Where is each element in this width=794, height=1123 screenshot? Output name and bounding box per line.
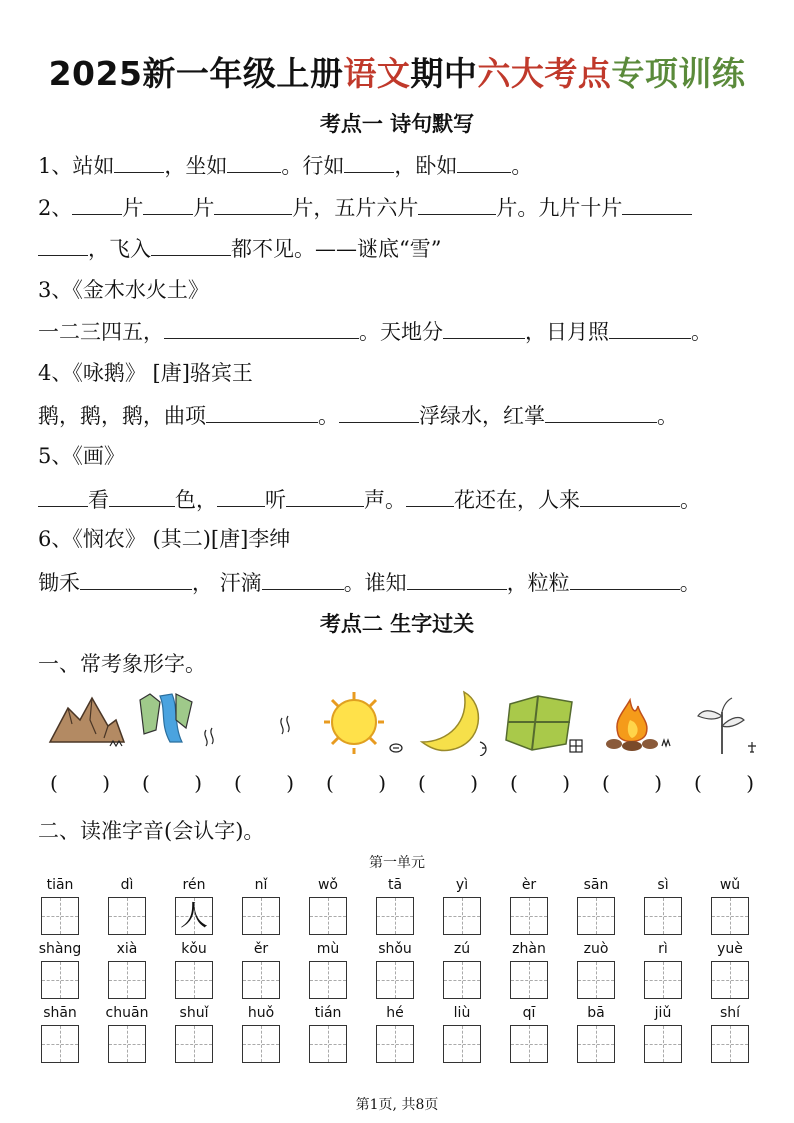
pinyin-label: ěr <box>253 941 269 957</box>
q4b-text-d: 。 <box>657 404 678 428</box>
page-footer: 第1页, 共8页 <box>355 1097 439 1113</box>
answer-blank[interactable] <box>227 152 281 173</box>
answer-blank[interactable] <box>545 402 657 423</box>
answer-parentheses[interactable]: ( ) <box>602 771 662 795</box>
pinyin-label: yì <box>455 877 469 893</box>
q6b-text-a: 锄禾 <box>38 571 80 595</box>
subsection-pronunciation: 二、读准字音(会认字)。 <box>38 819 265 843</box>
question-3: 3、《金木水火土》 <box>38 278 209 302</box>
q1-text-e: 。 <box>511 154 533 178</box>
character-cell <box>641 940 685 999</box>
writing-box[interactable] <box>443 897 481 935</box>
writing-box[interactable] <box>108 1025 146 1063</box>
pinyin-label: zuò <box>583 941 609 957</box>
q3b-text-c: ，日月照 <box>525 320 609 344</box>
answer-blank[interactable] <box>206 402 318 423</box>
answer-blank[interactable] <box>418 194 496 215</box>
pinyin-label: nǐ <box>254 877 268 893</box>
character-cell <box>306 940 350 999</box>
pinyin-label: èr <box>521 877 537 893</box>
pinyin-label: tā <box>387 877 403 893</box>
writing-box[interactable] <box>644 897 682 935</box>
pinyin-label: yuè <box>717 941 743 957</box>
moon-icon <box>412 690 502 756</box>
q5b-text-f: 。 <box>680 488 701 512</box>
pinyin-label: tián <box>314 1005 342 1021</box>
answer-blank[interactable] <box>114 152 164 173</box>
q2-text-a: 2、 <box>38 196 73 220</box>
pinyin-label: jiǔ <box>654 1005 672 1021</box>
writing-box[interactable] <box>175 897 213 935</box>
pinyin-label: huǒ <box>247 1005 275 1021</box>
writing-box[interactable] <box>242 961 280 999</box>
character-cell <box>440 940 484 999</box>
writing-box[interactable] <box>510 961 548 999</box>
character-cell <box>306 1004 350 1063</box>
character-cell <box>708 1004 752 1063</box>
writing-box[interactable] <box>175 961 213 999</box>
answer-parentheses[interactable]: ( ) <box>326 771 386 795</box>
question-3-line <box>38 318 712 346</box>
character-cell <box>172 1004 216 1063</box>
writing-box[interactable] <box>41 1025 79 1063</box>
character-cell <box>38 940 82 999</box>
unit-title: 第一单元 <box>369 855 425 871</box>
answer-parentheses[interactable]: ( ) <box>142 771 202 795</box>
writing-box[interactable] <box>108 897 146 935</box>
writing-box[interactable] <box>711 897 749 935</box>
answer-blank[interactable] <box>286 486 364 507</box>
q3b-text-d: 。 <box>691 320 712 344</box>
q1-text-a: 1、站如 <box>38 154 115 178</box>
writing-box[interactable] <box>41 897 79 935</box>
character-cell <box>306 876 350 935</box>
title-part-2: 语文 <box>343 54 411 93</box>
writing-box[interactable] <box>443 1025 481 1063</box>
answer-blank[interactable] <box>80 569 192 590</box>
answer-parentheses[interactable]: ( ) <box>510 771 570 795</box>
q4b-text-b: 。 <box>318 404 339 428</box>
character-cell <box>239 876 283 935</box>
q6b-text-d: ，粒粒 <box>506 571 570 595</box>
title-part-3: 期中 <box>410 54 478 93</box>
answer-blank[interactable] <box>406 486 454 507</box>
question-6-line <box>38 569 701 597</box>
q2-text-b: 片 <box>122 196 144 220</box>
writing-box[interactable] <box>175 1025 213 1063</box>
title-part-1: 2025新一年级上册 <box>48 54 344 93</box>
pinyin-label: xià <box>116 941 138 957</box>
character-cell <box>641 1004 685 1063</box>
character-cell <box>105 876 149 935</box>
answer-blank[interactable] <box>143 194 193 215</box>
character-cell <box>373 876 417 935</box>
answer-blank[interactable] <box>622 194 692 215</box>
character-cell <box>574 876 618 935</box>
pinyin-label: tiān <box>46 877 74 893</box>
sun-icon <box>320 690 410 756</box>
title-part-5: 专项训练 <box>611 54 746 93</box>
page-title <box>0 48 794 95</box>
answer-blank[interactable] <box>580 486 680 507</box>
q6b-text-b: ， 汗滴 <box>192 571 262 595</box>
writing-box[interactable] <box>41 961 79 999</box>
pinyin-label: shǒu <box>378 941 412 957</box>
pinyin-label: wǒ <box>317 877 338 893</box>
q4b-text-c: 浮绿水，红掌 <box>419 404 545 428</box>
q1-text-c: 。行如 <box>281 154 345 178</box>
character-cell <box>641 876 685 935</box>
pinyin-label: sì <box>657 877 669 893</box>
q2-text-e: 片。九片十片 <box>496 196 623 220</box>
rain-icon <box>272 690 302 750</box>
q5b-text-b: 色， <box>175 488 217 512</box>
character-cell <box>172 876 216 935</box>
title-part-4: 六大考点 <box>477 54 612 93</box>
character-cell <box>708 876 752 935</box>
writing-box[interactable] <box>108 961 146 999</box>
q5b-text-e: 花还在，人来 <box>454 488 580 512</box>
pinyin-label: rì <box>658 941 668 957</box>
character-cell <box>440 876 484 935</box>
writing-box[interactable] <box>510 897 548 935</box>
pinyin-label: qī <box>522 1005 536 1021</box>
writing-box[interactable] <box>309 961 347 999</box>
answer-blank[interactable] <box>217 486 265 507</box>
answer-parentheses[interactable]: ( ) <box>418 771 478 795</box>
pinyin-label: hé <box>386 1005 404 1021</box>
pinyin-label: zú <box>453 941 471 957</box>
pinyin-label: wǔ <box>719 877 741 893</box>
writing-box[interactable] <box>376 1025 414 1063</box>
answer-blank[interactable] <box>344 152 394 173</box>
question-2 <box>38 194 692 222</box>
writing-box[interactable] <box>309 897 347 935</box>
plant-icon <box>694 690 764 756</box>
writing-box[interactable] <box>242 897 280 935</box>
question-1 <box>38 152 532 180</box>
answer-blank[interactable] <box>38 235 88 256</box>
pinyin-label: bā <box>587 1005 605 1021</box>
q2-text-d: 片，五片六片 <box>292 196 419 220</box>
answer-parentheses[interactable]: ( ) <box>694 771 754 795</box>
writing-box[interactable] <box>376 897 414 935</box>
answer-blank[interactable] <box>407 569 507 590</box>
character-text: 人 <box>179 899 208 932</box>
pinyin-label: shān <box>43 1005 77 1021</box>
question-2-cont <box>38 235 441 263</box>
answer-blank[interactable] <box>164 318 359 339</box>
q3b-text-a: 一二三四五， <box>38 320 164 344</box>
fire-icon <box>600 690 680 756</box>
answer-blank[interactable] <box>609 318 691 339</box>
character-cell <box>172 940 216 999</box>
pictograph-row <box>40 690 760 760</box>
answer-blank[interactable] <box>38 486 88 507</box>
q5b-text-d: 声。 <box>364 488 406 512</box>
q2b-text-b: 都不见。——谜底“雪” <box>231 237 442 261</box>
answer-blank[interactable] <box>72 194 122 215</box>
answer-blank[interactable] <box>262 569 344 590</box>
answer-blank[interactable] <box>443 318 525 339</box>
character-cell <box>38 876 82 935</box>
pinyin-label: shàng <box>38 941 82 957</box>
pinyin-label: liù <box>453 1005 471 1021</box>
q2b-text-a: ，飞入 <box>88 237 151 261</box>
writing-box[interactable] <box>577 961 615 999</box>
character-cell <box>574 1004 618 1063</box>
writing-box[interactable] <box>644 961 682 999</box>
q3b-text-b: 。天地分 <box>359 320 443 344</box>
section-heading-1: 考点一 诗句默写 <box>319 111 475 136</box>
writing-box[interactable] <box>577 1025 615 1063</box>
character-cell <box>239 1004 283 1063</box>
pinyin-label: dì <box>120 877 134 893</box>
q5b-text-c: 听 <box>265 488 286 512</box>
q6b-text-e: 。 <box>679 571 701 595</box>
writing-box[interactable] <box>510 1025 548 1063</box>
answer-blank[interactable] <box>339 402 419 423</box>
writing-box[interactable] <box>443 961 481 999</box>
q1-text-b: ，坐如 <box>164 154 228 178</box>
q4b-text-a: 鹅，鹅，鹅，曲项 <box>38 404 206 428</box>
writing-box[interactable] <box>711 1025 749 1063</box>
field-icon <box>502 690 592 756</box>
question-5-line <box>38 486 701 514</box>
writing-box[interactable] <box>577 897 615 935</box>
character-cell <box>105 940 149 999</box>
question-5: 5、《画》 <box>38 444 125 468</box>
mountain-icon <box>46 690 126 750</box>
answer-blank[interactable] <box>570 569 680 590</box>
character-cell <box>105 1004 149 1063</box>
subsection-pictographs: 一、常考象形字。 <box>38 652 206 676</box>
question-6: 6、《悯农》 (其二)[唐]李绅 <box>38 527 291 551</box>
q1-text-d: ，卧如 <box>394 154 458 178</box>
character-cell <box>574 940 618 999</box>
pinyin-label: shuǐ <box>179 1005 209 1021</box>
pinyin-label: zhàn <box>512 941 546 957</box>
section-heading-2: 考点二 生字过关 <box>319 611 475 636</box>
question-4: 4、《咏鹅》 [唐]骆宾王 <box>38 361 253 385</box>
answer-parentheses[interactable]: ( ) <box>50 771 110 795</box>
question-4-line <box>38 402 678 430</box>
answer-blank[interactable] <box>109 486 175 507</box>
writing-box[interactable] <box>376 961 414 999</box>
pinyin-label: sān <box>583 877 609 893</box>
q5b-text-a: 看 <box>88 488 109 512</box>
river-icon <box>136 690 226 750</box>
character-cell <box>38 1004 82 1063</box>
character-cell <box>708 940 752 999</box>
character-cell <box>507 1004 551 1063</box>
pinyin-label: rén <box>182 877 206 893</box>
answer-parentheses[interactable]: ( ) <box>234 771 294 795</box>
writing-box[interactable] <box>309 1025 347 1063</box>
answer-blank[interactable] <box>457 152 511 173</box>
character-cell <box>507 940 551 999</box>
pinyin-label: kǒu <box>181 941 207 957</box>
pinyin-label: chuān <box>105 1005 149 1021</box>
character-cell <box>373 1004 417 1063</box>
character-cell <box>440 1004 484 1063</box>
character-cell <box>507 876 551 935</box>
q6b-text-c: 。谁知 <box>343 571 407 595</box>
answer-blank[interactable] <box>214 194 292 215</box>
pinyin-label: mù <box>316 941 340 957</box>
q2-text-c: 片 <box>193 196 215 220</box>
writing-box[interactable] <box>711 961 749 999</box>
writing-box[interactable] <box>644 1025 682 1063</box>
pinyin-label: shí <box>719 1005 741 1021</box>
character-cell <box>373 940 417 999</box>
answer-blank[interactable] <box>151 235 231 256</box>
character-cell <box>239 940 283 999</box>
writing-box[interactable] <box>242 1025 280 1063</box>
